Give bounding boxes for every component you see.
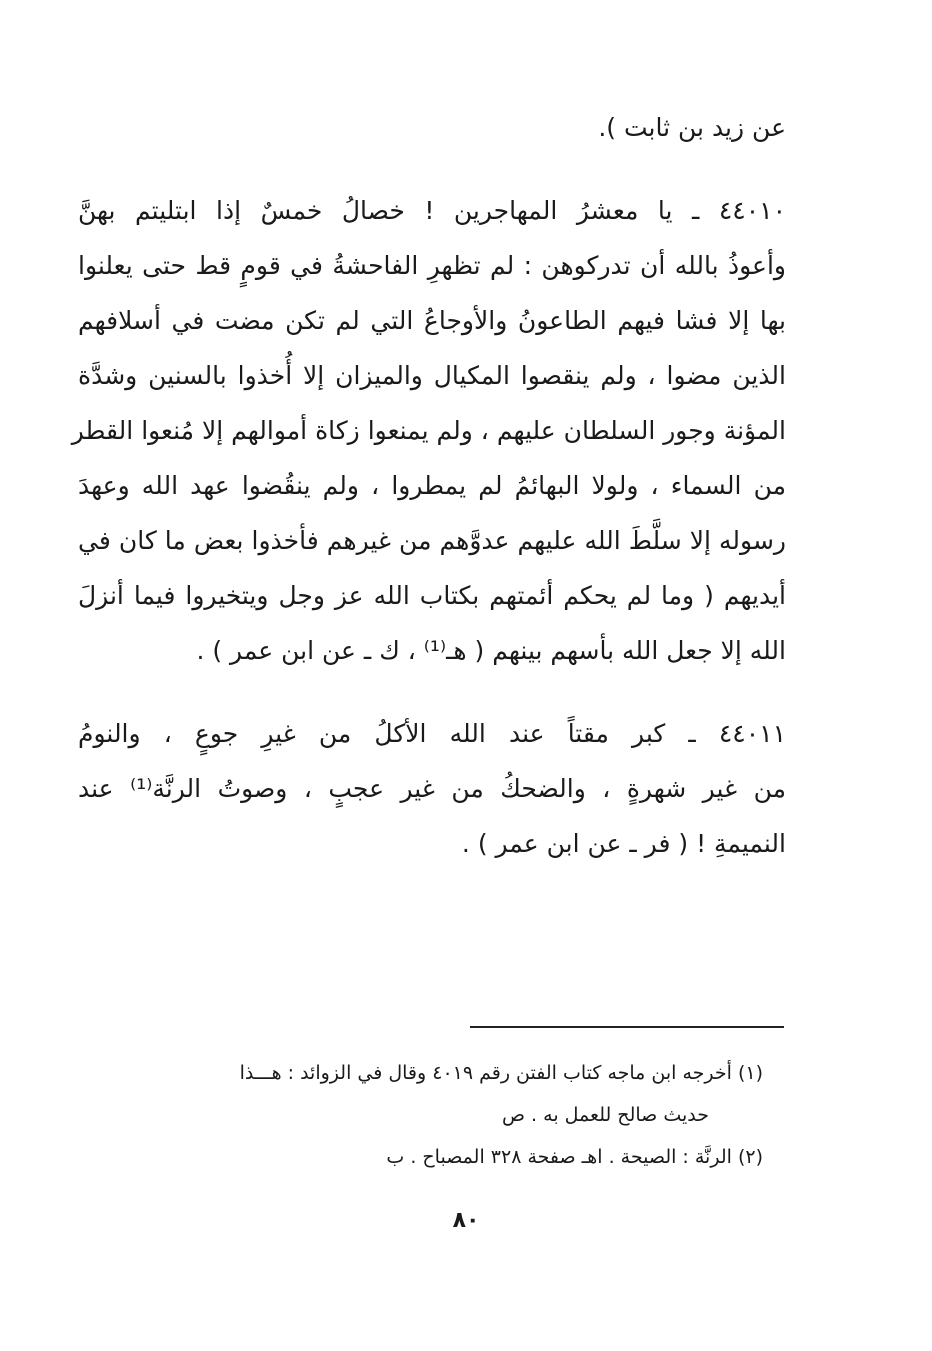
page-number: ٨٠ <box>452 1208 480 1233</box>
footnote-1-line: حديث صالح للعمل به . ص <box>502 1104 709 1126</box>
hadith-44011 <box>78 706 786 871</box>
text-line: بها إلا فشا فيهم الطاعونُ والأوجاعُ التي لم تكن مضت في أسلافهم <box>78 306 786 335</box>
text-line: النميمةِ ! ( فر ـ عن ابن عمر ) . <box>461 829 786 858</box>
text-line: أيديهم ( وما لم يحكم أئمتهم بكتاب الله عز وجل ويتخيروا فيما أنزلَ <box>78 581 786 610</box>
footnotes <box>78 1052 763 1178</box>
text-line: الله إلا جعل الله بأسهم بينهم ( هـ⁽¹⁾ ، ك ـ عن ابن عمر ) . <box>196 636 786 665</box>
hadith-44010 <box>71 183 786 678</box>
text-line: عن زيد بن ثابت ). <box>598 113 786 142</box>
text-line: رسوله إلا سلَّطَ الله عليهم عدوَّهم من غيرهم فأخذوا بعض ما كان في <box>78 526 786 555</box>
footnote-2-line: (٢) الرنَّة : الصيحة . اهـ صفحة ٣٢٨ المصباح . ب <box>386 1146 763 1168</box>
paragraph-gap <box>78 155 786 183</box>
paragraph-gap <box>78 678 786 706</box>
text-line: المؤنة وجور السلطان عليهم ، ولم يمنعوا زكاة أموالهم إلا مُنعوا القطر <box>71 416 786 445</box>
page-body <box>71 100 787 871</box>
paragraph-continuation <box>78 100 786 155</box>
text-line: ٤٤٠١١ ـ كبر مقتاً عند الله الأكلُ من غيرِ جوعٍ ، والنومُ <box>78 719 786 748</box>
text-line: وأعوذُ بالله أن تدركوهن : لم تظهرِ الفاحشةُ في قومٍ قط حتى يعلنوا <box>78 251 786 280</box>
text-line: ٤٤٠١٠ ـ يا معشرُ المهاجرين ! خصالُ خمسٌ إذا ابتليتم بهنَّ <box>78 196 786 225</box>
text-line: الذين مضوا ، ولم ينقصوا المكيال والميزان إلا أُخذوا بالسنين وشدَّة <box>78 361 786 390</box>
footnote-divider <box>470 1026 784 1028</box>
text-line: من السماء ، ولولا البهائمُ لم يمطروا ، ولم ينقُضوا عهد الله وعهدَ <box>78 471 786 500</box>
text-line: من غير شهرةٍ ، والضحكُ من غير عجبٍ ، وصوتُ الرنَّة⁽¹⁾ عند <box>78 774 787 803</box>
footnote-1-line: (١) أخرجه ابن ماجه كتاب الفتن رقم ٤٠١٩ وقال في الزوائد : هـــذا <box>239 1062 763 1084</box>
